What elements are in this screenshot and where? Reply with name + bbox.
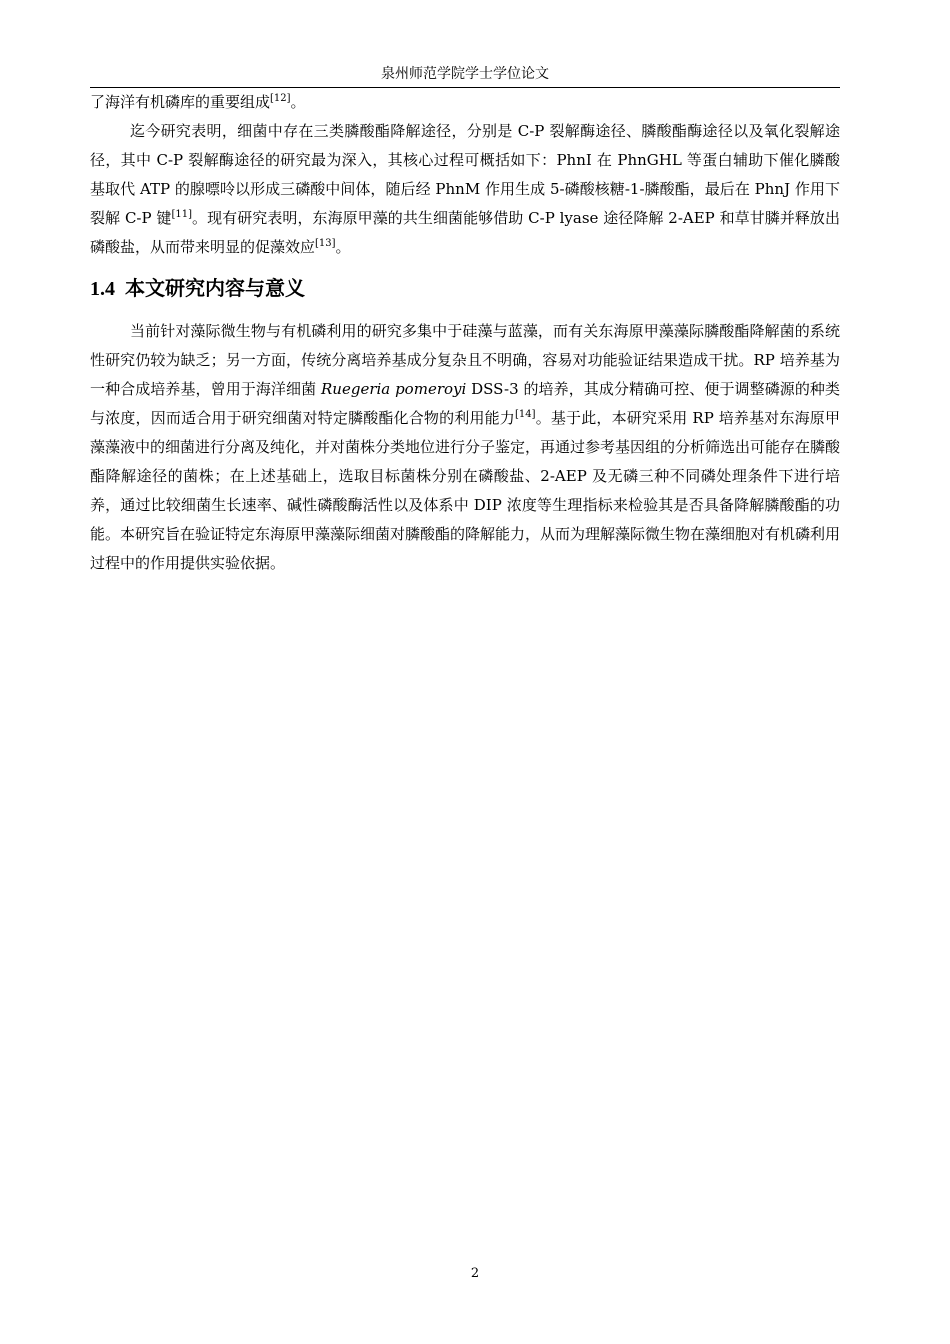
species-name: Ruegeria pomeroyi	[321, 380, 467, 398]
paragraph-text: DSS-3 的培养，其成分精确可控、便于调整磷源的种类与浓度，因而适合用于研究细菌对特定膦酸酯化合物的利用能力	[90, 380, 841, 427]
section-heading	[90, 272, 840, 305]
paragraph-continuation	[90, 88, 840, 117]
citation: [12]	[270, 93, 291, 104]
paragraph-text: 。现有研究表明，东海原甲藻的共生细菌能够借助 C-P lyase 途径降解 2-AEP 和草甘膦并释放出磷酸盐，从而带来明显的促藻效应	[90, 209, 840, 256]
paragraph-research-content	[90, 317, 840, 578]
section-number: 1.4	[90, 278, 115, 300]
paragraph-text: 迄今研究表明，细菌中存在三类膦酸酯降解途径，分别是 C-P 裂解酶途径、膦酸酯酶途径以及氧化裂解途径，其中 C-P 裂解酶途径的研究最为深入，其核心过程可概括如下：PhnI 在 PhnGHL 等蛋白辅助下催化膦酸基取代 ATP 的腺嘌呤以形成三磷酸中间体，随后经 PhnM 作用生成 5-磷酸核糖-1-膦酸酯，最后在 PhnJ 作用下裂解 C-P 键	[90, 122, 840, 227]
paragraph-text: 。	[290, 93, 306, 111]
body-text	[90, 88, 840, 578]
running-header: 泉州师范学院学士学位论文	[381, 66, 549, 82]
citation: [14]	[514, 409, 536, 420]
section-title: 本文研究内容与意义	[125, 276, 305, 300]
paragraph-text: 了海洋有机磷库的重要组成	[90, 93, 271, 111]
paragraph-cp-pathway	[90, 117, 840, 262]
page-number: 2	[470, 1266, 480, 1281]
citation: [11]	[171, 209, 192, 220]
paragraph-text: 当前针对藻际微生物与有机磷利用的研究多集中于硅藻与蓝藻，而有关东海原甲藻藻际膦酸酯降解菌的系统性研究仍较为缺乏；另一方面，传统分离培养基成分复杂且不明确，容易对功能验证结果造成干扰。RP 培养基为一种合成培养基，曾用于海洋细菌	[90, 322, 840, 398]
paragraph-text: 。	[335, 238, 351, 256]
paragraph-text: 。基于此，本研究采用 RP 培养基对东海原甲藻藻液中的细菌进行分离及纯化，并对菌株分类地位进行分子鉴定，再通过参考基因组的分析筛选出可能存在膦酸酯降解途径的菌株；在上述基础上，选取目标菌株分别在磷酸盐、2-AEP 及无磷三种不同磷处理条件下进行培养，通过比较细菌生长速率、碱性磷酸酶活性以及体系中 DIP 浓度等生理指标来检验其是否具备降解膦酸酯的功能。本研究旨在验证特定东海原甲藻藻际细菌对膦酸酯的降解能力，从而为理解藻际微生物在藻细胞对有机磷利用过程中的作用提供实验依据。	[90, 409, 841, 572]
citation: [13]	[315, 238, 336, 249]
